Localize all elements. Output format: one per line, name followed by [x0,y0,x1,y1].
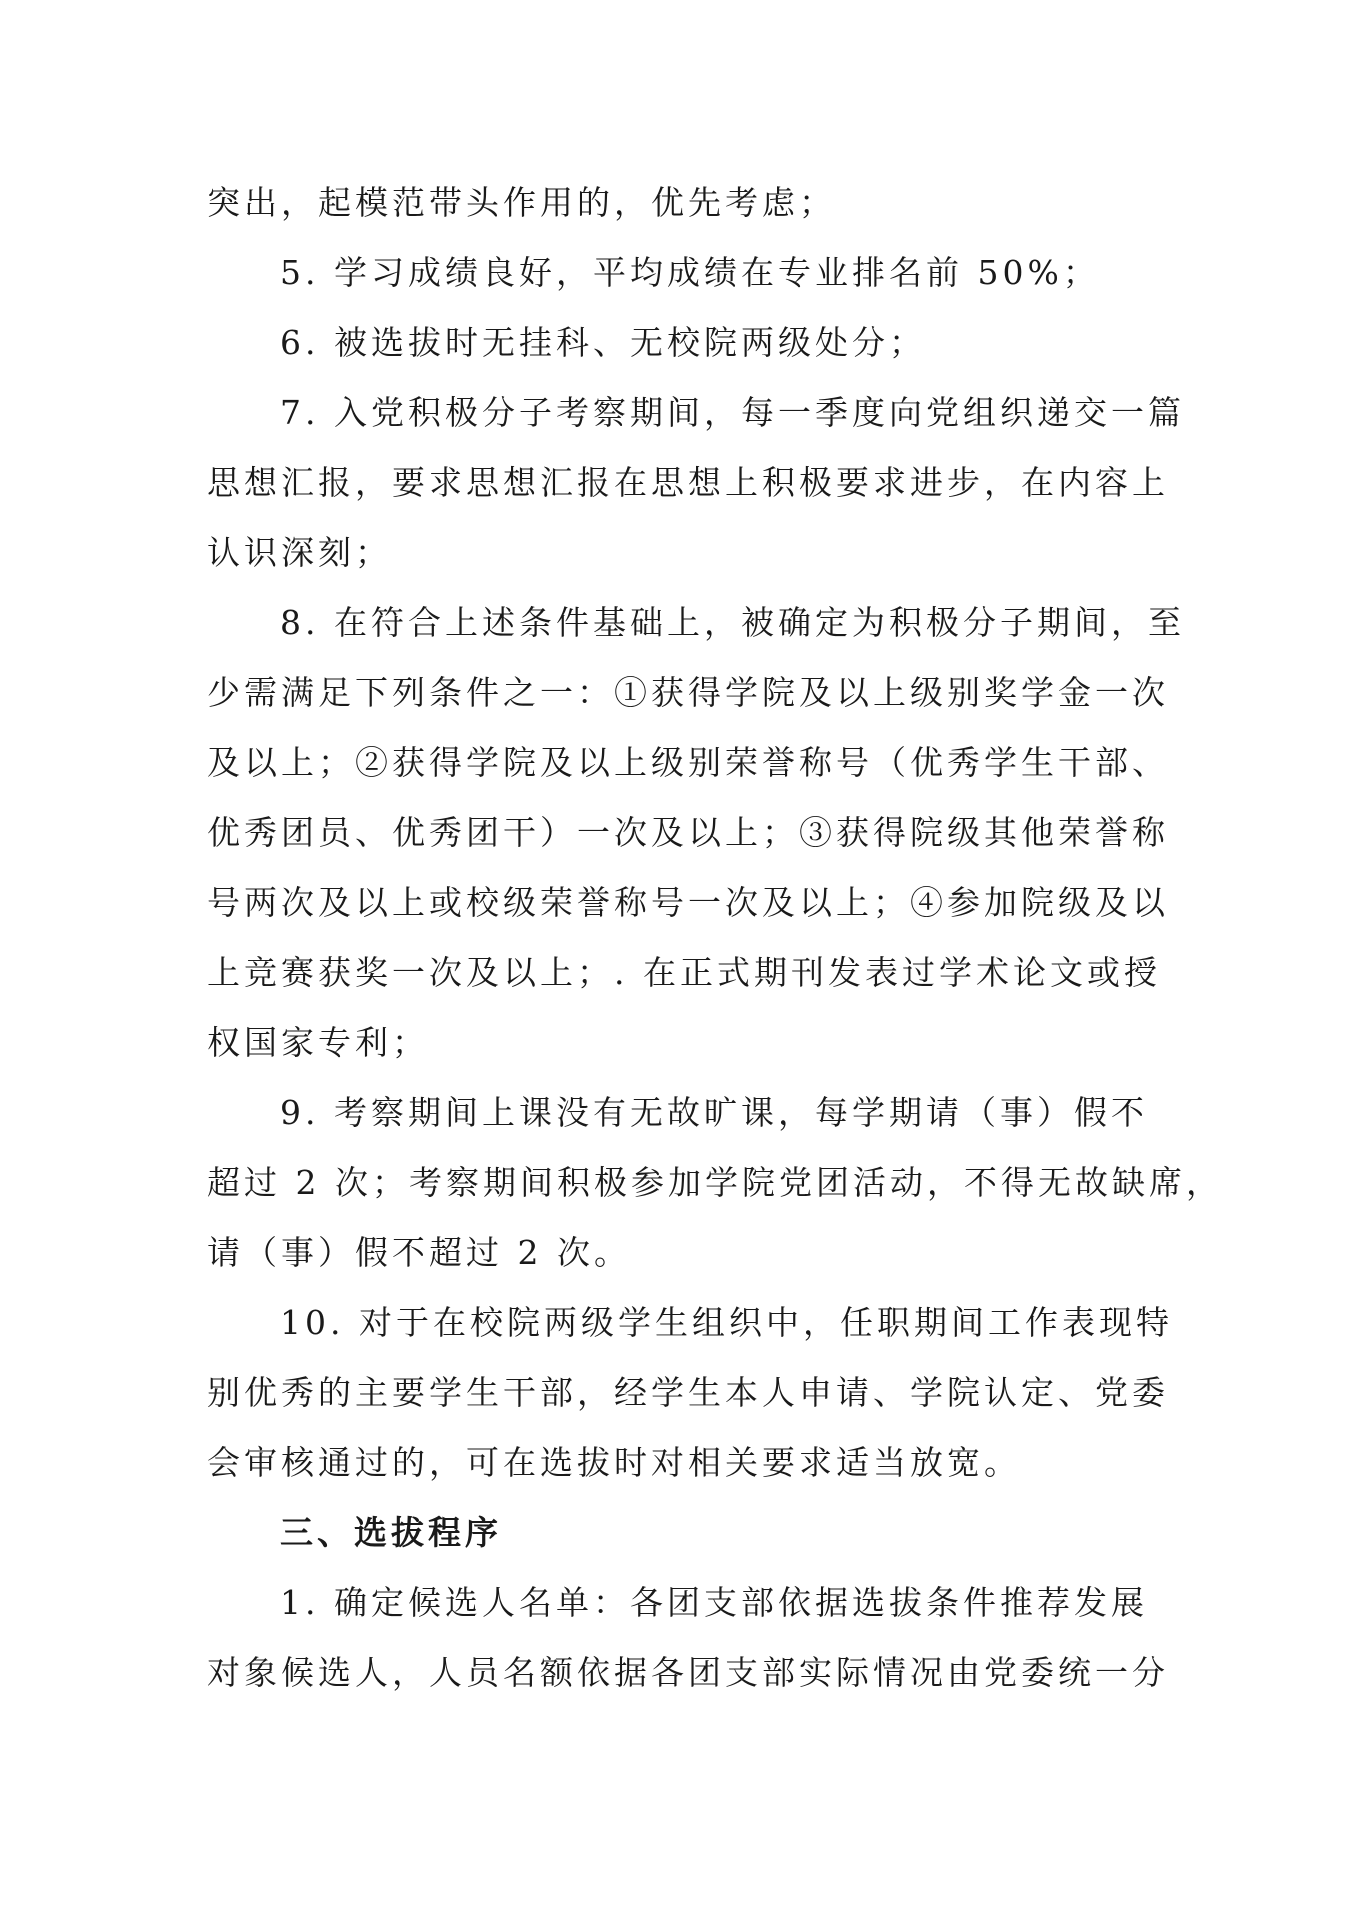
paragraph-line: 号两次及以上或校级荣誉称号一次及以上；④参加院级及以 [207,883,1169,922]
paragraph-line: 思想汇报，要求思想汇报在思想上积极要求进步，在内容上 [207,463,1169,502]
list-item-5: 5. 学习成绩良好，平均成绩在专业排名前 50%； [280,253,1100,292]
paragraph-line: 上竞赛获奖一次及以上；. 在正式期刊发表过学术论文或授 [207,953,1161,992]
paragraph-line: 对象候选人，人员名额依据各团支部实际情况由党委统一分 [207,1653,1169,1692]
paragraph-line: 认识深刻； [207,533,392,572]
paragraph-line: 别优秀的主要学生干部，经学生本人申请、学院认定、党委 [207,1373,1169,1412]
list-item-8: 8. 在符合上述条件基础上，被确定为积极分子期间，至 [280,603,1185,642]
paragraph-line: 少需满足下列条件之一：①获得学院及以上级别奖学金一次 [207,673,1169,712]
paragraph-line: 突出，起模范带头作用的，优先考虑； [207,183,836,222]
section-heading: 三、选拔程序 [280,1513,502,1552]
list-item-1: 1. 确定候选人名单：各团支部依据选拔条件推荐发展 [280,1583,1148,1622]
list-item-10: 10. 对于在校院两级学生组织中，任职期间工作表现特 [280,1303,1173,1342]
paragraph-line: 请（事）假不超过 2 次。 [207,1233,631,1272]
paragraph-line: 会审核通过的，可在选拔时对相关要求适当放宽。 [207,1443,1021,1482]
paragraph-line: 及以上；②获得学院及以上级别荣誉称号（优秀学生干部、 [207,743,1169,782]
paragraph-line: 超过 2 次；考察期间积极参加学院党团活动，不得无故缺席， [207,1163,1223,1202]
list-item-9: 9. 考察期间上课没有无故旷课，每学期请（事）假不 [280,1093,1148,1132]
list-item-7: 7. 入党积极分子考察期间，每一季度向党组织递交一篇 [280,393,1185,432]
list-item-6: 6. 被选拔时无挂科、无校院两级处分； [280,323,926,362]
paragraph-line: 优秀团员、优秀团干）一次及以上；③获得院级其他荣誉称 [207,813,1169,852]
paragraph-line: 权国家专利； [207,1023,429,1062]
